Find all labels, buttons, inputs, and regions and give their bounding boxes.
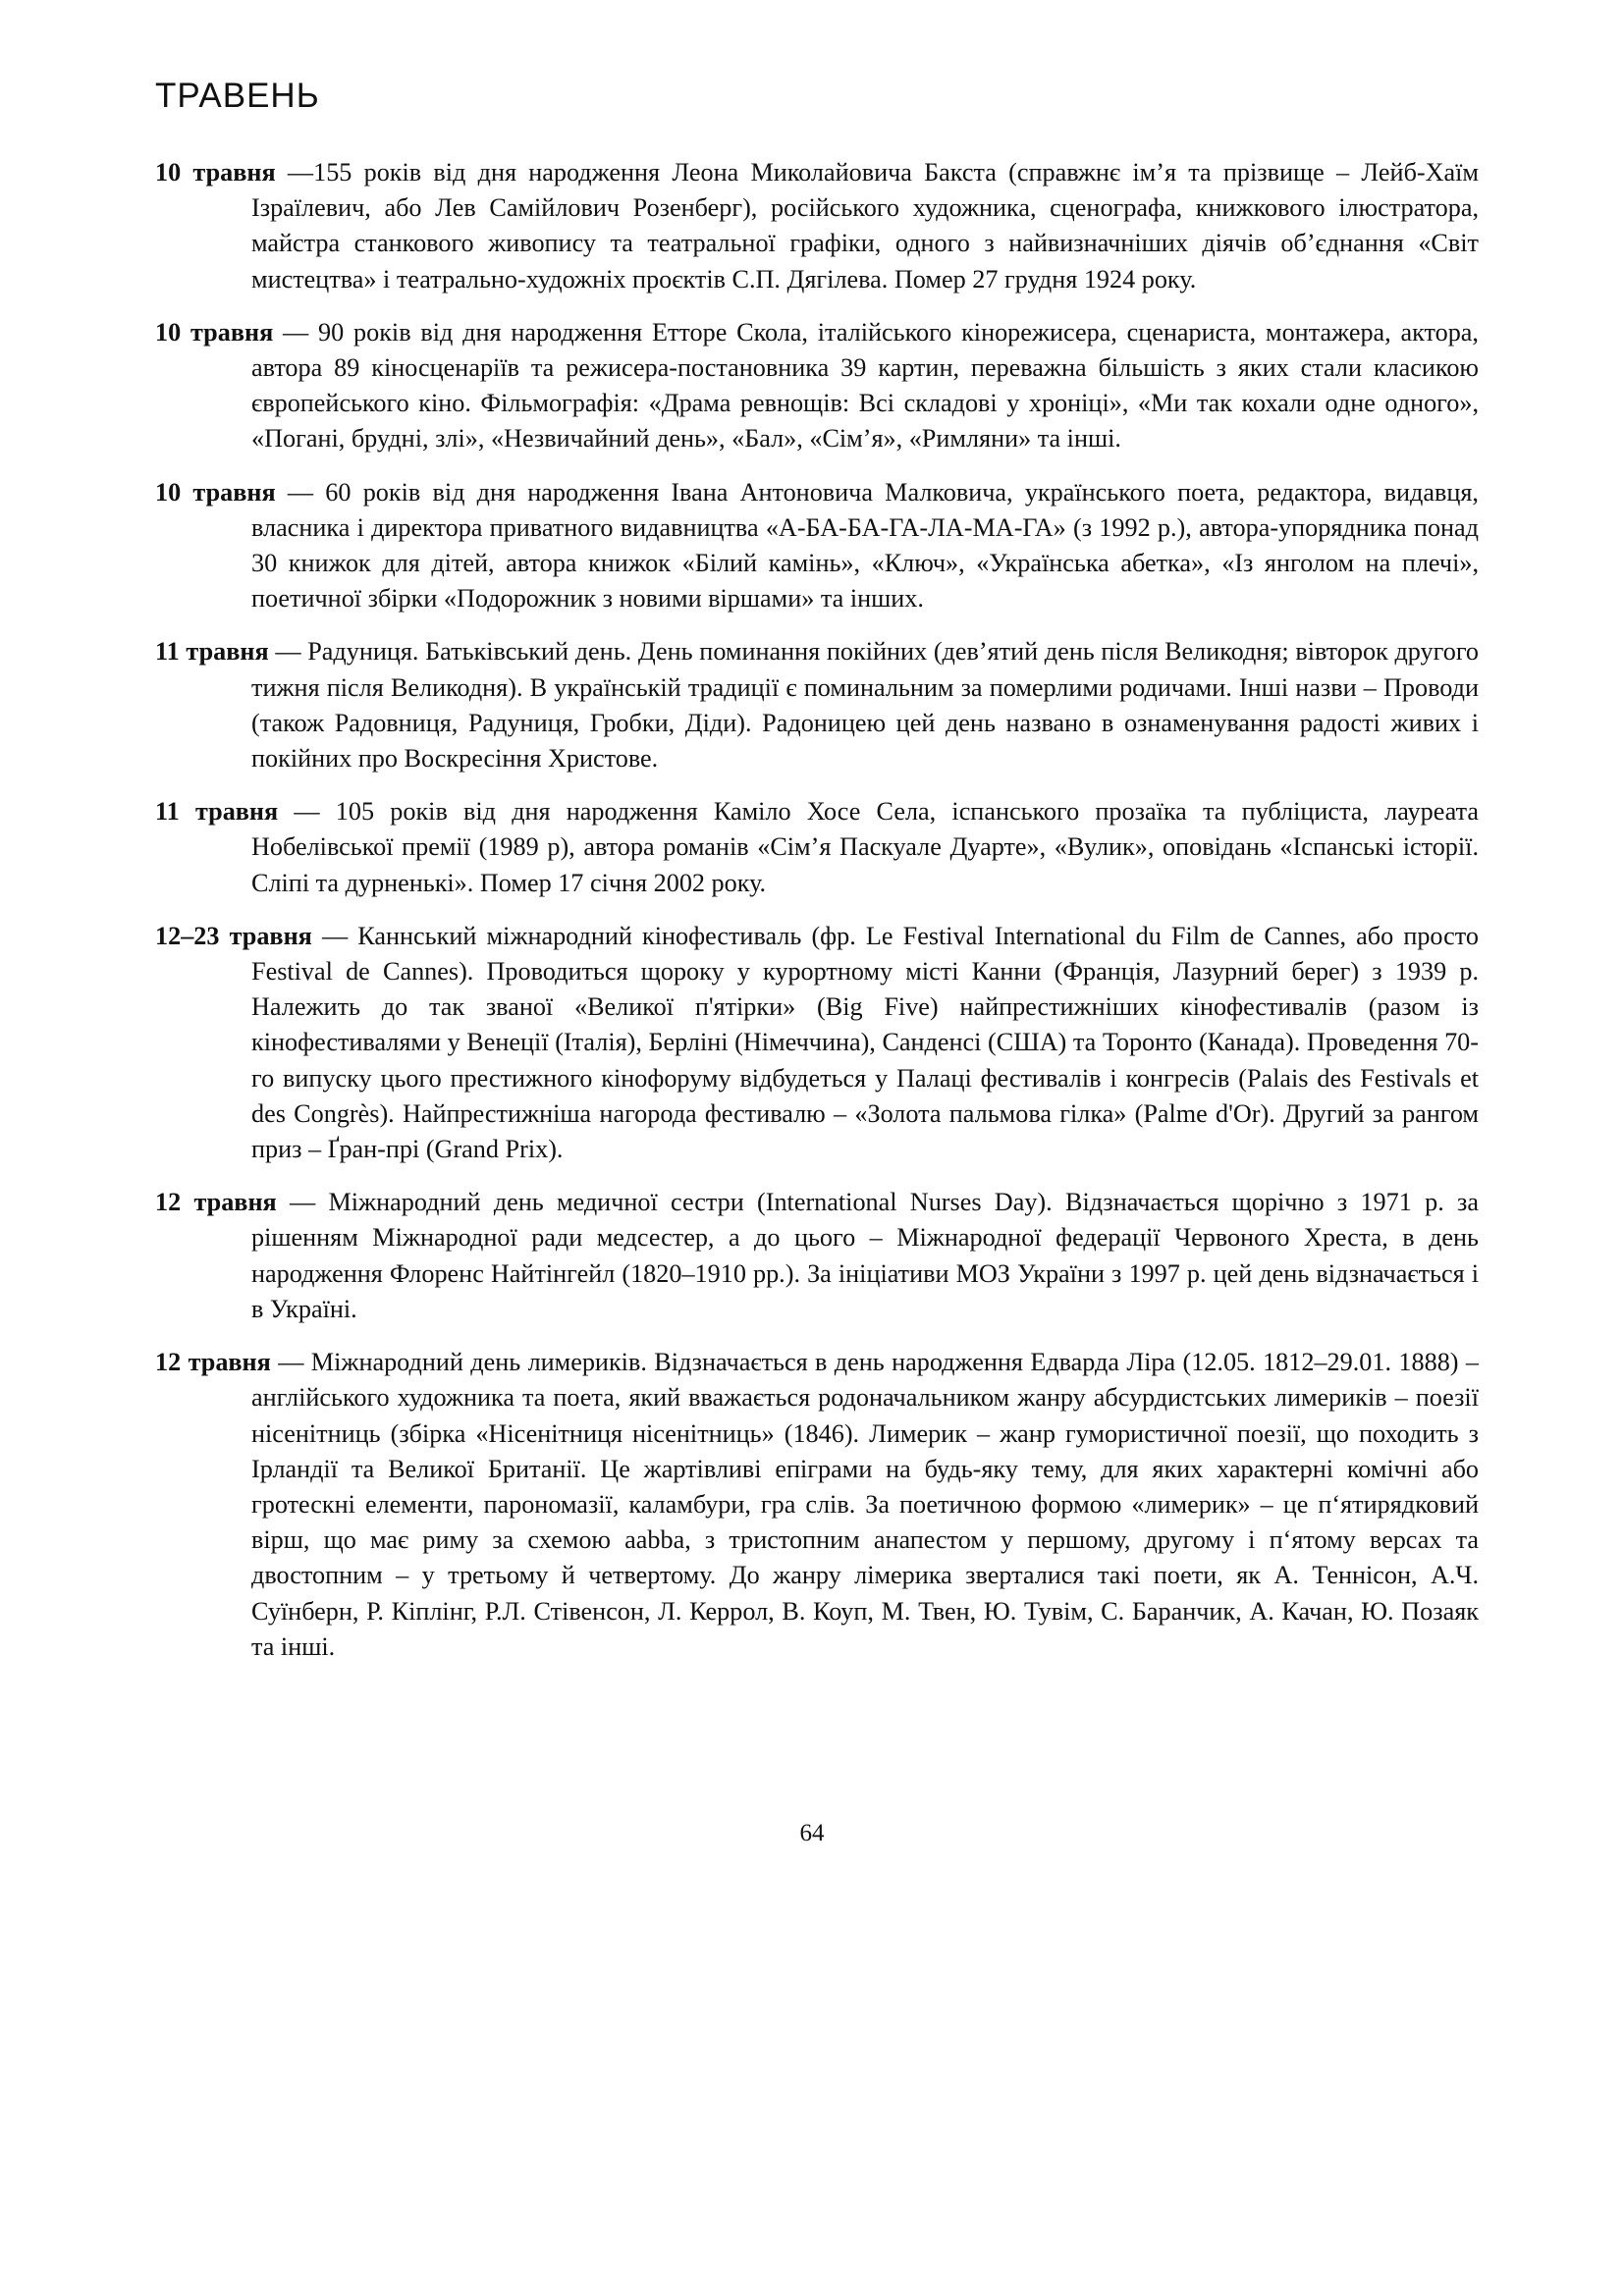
- entry-text: — 105 років від дня народження Каміло Хосе Села, іспанського прозаїка та публіциста, лауреата Нобелівської премії (1989 р), автора романів «Сім’я Паскуале Дуарте», «Вулик», оповідань «Іспанські історії. Сліпі та дурненькі». Помер 17 січня 2002 року.: [251, 797, 1479, 897]
- entry-text: — Міжнародний день лимериків. Відзначається в день народження Едварда Ліра (12.05. 1812–29.01. 1888) – англійського художника та поета, який вважається родоначальником жанру абсурдистських лимериків – поезії нісенітниць (збірка «Нісенітниця нісенітниць» (1846). Лимерик – жанр гумористичної поезії, що походить з Ірландії та Великої Британії. Це жартівливі епіграми на будь-яку тему, для яких характерні комічні або гротескні елементи, парономазії, каламбури, гра слів. За поетичною формою «лимерик» – це п‘ятирядковий вірш, що має риму за схемою aabba, з тристопним анапестом у першому, другому і п‘ятому версах та двостопним – у третьому й четвертому. До жанру лімерика зверталися такі поети, як А. Теннісон, А.Ч. Суїнберн, Р. Кіплінг, Р.Л. Стівенсон, Л. Керрол, В. Коуп, М. Твен, Ю. Тувім, С. Баранчик, А. Качан, Ю. Позаяк та інші.: [251, 1348, 1479, 1661]
- entry-text: — Каннський міжнародний кінофестиваль (фр. Le Festival International du Film de Cannes, або просто Festival de Cannes). Проводиться щороку у курортному місті Канни (Франція, Лазурний берег) з 1939 р. Належить до так званої «Великої п'ятірки» (Big Five) найпрестижніших кінофестивалів (разом із кінофестивалями у Венеції (Італія), Берліні (Німеччина), Санденсі (США) та Торонто (Канада). Проведення 70-го випуску цього престижного кінофоруму відбудеться у Палаці фестивалів і конгресів (Palais des Festivals et des Congrès). Найпрестижніша нагорода фестивалю – «Золота пальмова гілка» (Palme d'Or). Другий за рангом приз – Ґран-прі (Grand Prix).: [251, 921, 1479, 1164]
- calendar-entry: [155, 1345, 1479, 1665]
- calendar-entry: [155, 794, 1479, 901]
- entry-date: 12 травня: [155, 1188, 277, 1217]
- entry-text: — Радуниця. Батьківський день. День поминання покійних (дев’ятий день після Великодня; вівторок другого тижня після Великодня). В українській традиції є поминальним за померлими родичами. Інші назви – Проводи (також Радовниця, Радуниця, Гробки, Діди). Радоницею цей день названо в ознаменування радості живих і покійних про Воскресіння Христове.: [251, 637, 1479, 774]
- calendar-entry: [155, 315, 1479, 457]
- entry-text: —155 років від дня народження Леона Миколайовича Бакста (справжнє ім’я та прізвище – Лейб-Хаїм Ізраїлевич, або Лев Самійлович Розенберг), російського художника, сценографа, книжкового ілюстратора, майстра станкового живопису та театральної графіки, одного з найвизначніших діячів об’єднання «Світ мистецтва» і театрально-художніх проєктів С.П. Дягілева. Помер 27 грудня 1924 року.: [251, 158, 1479, 294]
- calendar-entry: [155, 475, 1479, 617]
- entry-text: — 60 років від дня народження Івана Антоновича Малковича, українського поета, редактора, видавця, власника і директора приватного видавництва «А-БА-БА-ГА-ЛА-МА-ГА» (з 1992 р.), автора-упорядника понад 30 книжок для дітей, автора книжок «Білий камінь», «Ключ», «Українська абетка», «Із янголом на плечі», поетичної збірки «Подорожник з новими віршами» та інших.: [251, 477, 1479, 614]
- calendar-entry: [155, 634, 1479, 776]
- calendar-entry: [155, 155, 1479, 297]
- entry-date: 11 травня: [155, 797, 279, 827]
- entry-date: 12 травня: [155, 1348, 271, 1377]
- page-number: 64: [799, 1820, 825, 1846]
- entry-date: 10 травня: [155, 158, 276, 187]
- entry-date: 11 травня: [155, 637, 269, 667]
- entry-text: — 90 років від дня народження Етторе Скола, італійського кінорежисера, сценариста, монтажера, актора, автора 89 кіносценаріїв та режисера-постановника 39 картин, переважна більшість з яких стали класикою європейського кіно. Фільмографія: «Драма ревнощів: Всі складові у хроніці», «Ми так кохали одне одного», «Погані, брудні, злі», «Незвичайний день», «Бал», «Сім’я», «Римляни» та інші.: [251, 317, 1479, 454]
- entry-date: 10 травня: [155, 317, 274, 347]
- entry-date: 12–23 травня: [155, 921, 312, 950]
- calendar-entries: [155, 155, 1479, 1682]
- calendar-entry: [155, 919, 1479, 1167]
- calendar-entry: [155, 1185, 1479, 1327]
- page-heading: ТРАВЕНЬ: [155, 77, 320, 115]
- entry-text: — Міжнародний день медичної сестри (International Nurses Day). Відзначається щорічно з 1971 р. за рішенням Міжнародної ради медсестер, а до цього – Міжнародної федерації Червоного Хреста, в день народження Флоренс Найтінгейл (1820–1910 рр.). За ініціативи МОЗ України з 1997 р. цей день відзначається і в Україні.: [251, 1188, 1480, 1323]
- entry-date: 10 травня: [155, 477, 276, 507]
